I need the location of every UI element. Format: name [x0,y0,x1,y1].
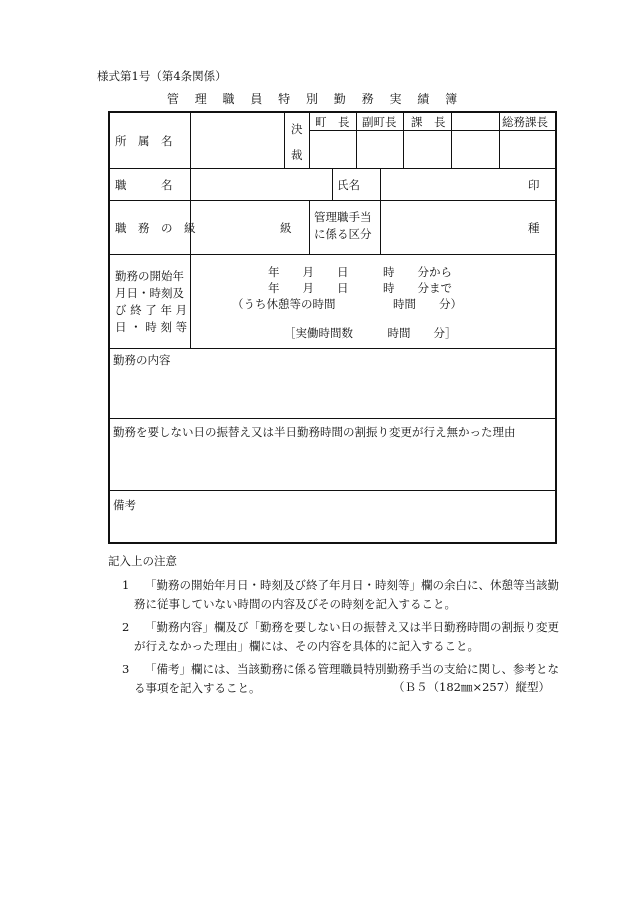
approval-divider [499,111,500,168]
break-time-line: （うち休憩等の時間 時間 分） [232,297,462,311]
note-text: 務に従事していない時間の内容及びその時刻を記入すること。 [134,597,456,611]
grade-divider [309,200,310,254]
name-label: 氏名 [337,178,360,192]
note-number: 1 [122,578,130,592]
row-divider [108,348,557,349]
approval-divider [284,111,285,168]
form-id: 様式第1号（第4条関係） [97,69,227,83]
note-number: 3 [122,662,130,676]
approval-divider [309,111,310,168]
note-text: 「勤務内容」欄及び「勤務を要しない日の振替え又は半日勤務時間の割振り変更 [145,620,559,634]
approval-divider [403,111,404,168]
start-time-line: 年 月 日 時 分から [268,265,452,279]
name-divider [332,168,333,200]
approval-divider [356,111,357,168]
work-time-label: 月日・時刻及 [115,286,184,300]
row-divider [108,418,557,419]
approval-divider [451,111,452,168]
reason-label: 勤務を要しない日の振替え又は半日勤務時間の割振り変更が行え無かった理由 [113,425,516,439]
approver-mayor: 町 長 [315,115,350,129]
note-text: る事項を記入すること。 [134,681,261,695]
approver-deputy-mayor: 副町長 [362,115,397,129]
allowance-unit: 種 [528,221,540,235]
notes-title: 記入上の注意 [108,554,177,568]
affiliation-label: 所 属 名 [115,134,173,148]
approver-general-affairs-chief: 総務課長 [502,115,548,129]
note-text: 「備考」欄には、当該勤務に係る管理職員特別勤務手当の支給に関し、参考とな [145,662,559,676]
remarks-label: 備考 [113,498,136,512]
work-time-label: び 終 了 年 月 [115,303,188,317]
grade-unit: 級 [280,221,292,235]
work-content-label: 勤務の内容 [113,353,171,367]
name-divider [380,168,381,200]
end-time-line: 年 月 日 時 分まで [268,281,452,295]
note-number: 2 [122,620,130,634]
row-divider [108,254,557,255]
note-text: 「勤務の開始年月日・時刻及び終了年月日・時刻等」欄の余白に、休憩等当該勤 [145,578,559,592]
row-divider [108,490,557,491]
allowance-label: に係る区分 [314,227,372,241]
grade-label: 職 務 の 級 [115,221,196,235]
work-time-label: 日 ・ 時 刻 等 [115,320,188,334]
actual-hours-line: ［実働時間数 時間 分］ [284,326,457,340]
form-title: 管 理 職 員 特 別 勤 務 実 績 簿 [166,92,464,106]
seal-mark: 印 [528,178,540,192]
grade-divider [380,200,381,254]
row-divider [108,200,557,201]
approval-header-line [309,130,557,131]
position-label: 職 名 [115,178,173,192]
approval-label: 裁 [291,148,303,162]
work-time-label: 勤務の開始年 [115,269,184,283]
approver-section-chief: 課 長 [411,115,446,129]
note-text: が行えなかった理由」欄には、その内容を具体的に記入すること。 [134,639,479,653]
allowance-label: 管理職手当 [314,210,372,224]
paper-size-note: （Ｂ５（182㎜×257）縦型） [393,680,551,694]
approval-label: 決 [291,122,303,136]
